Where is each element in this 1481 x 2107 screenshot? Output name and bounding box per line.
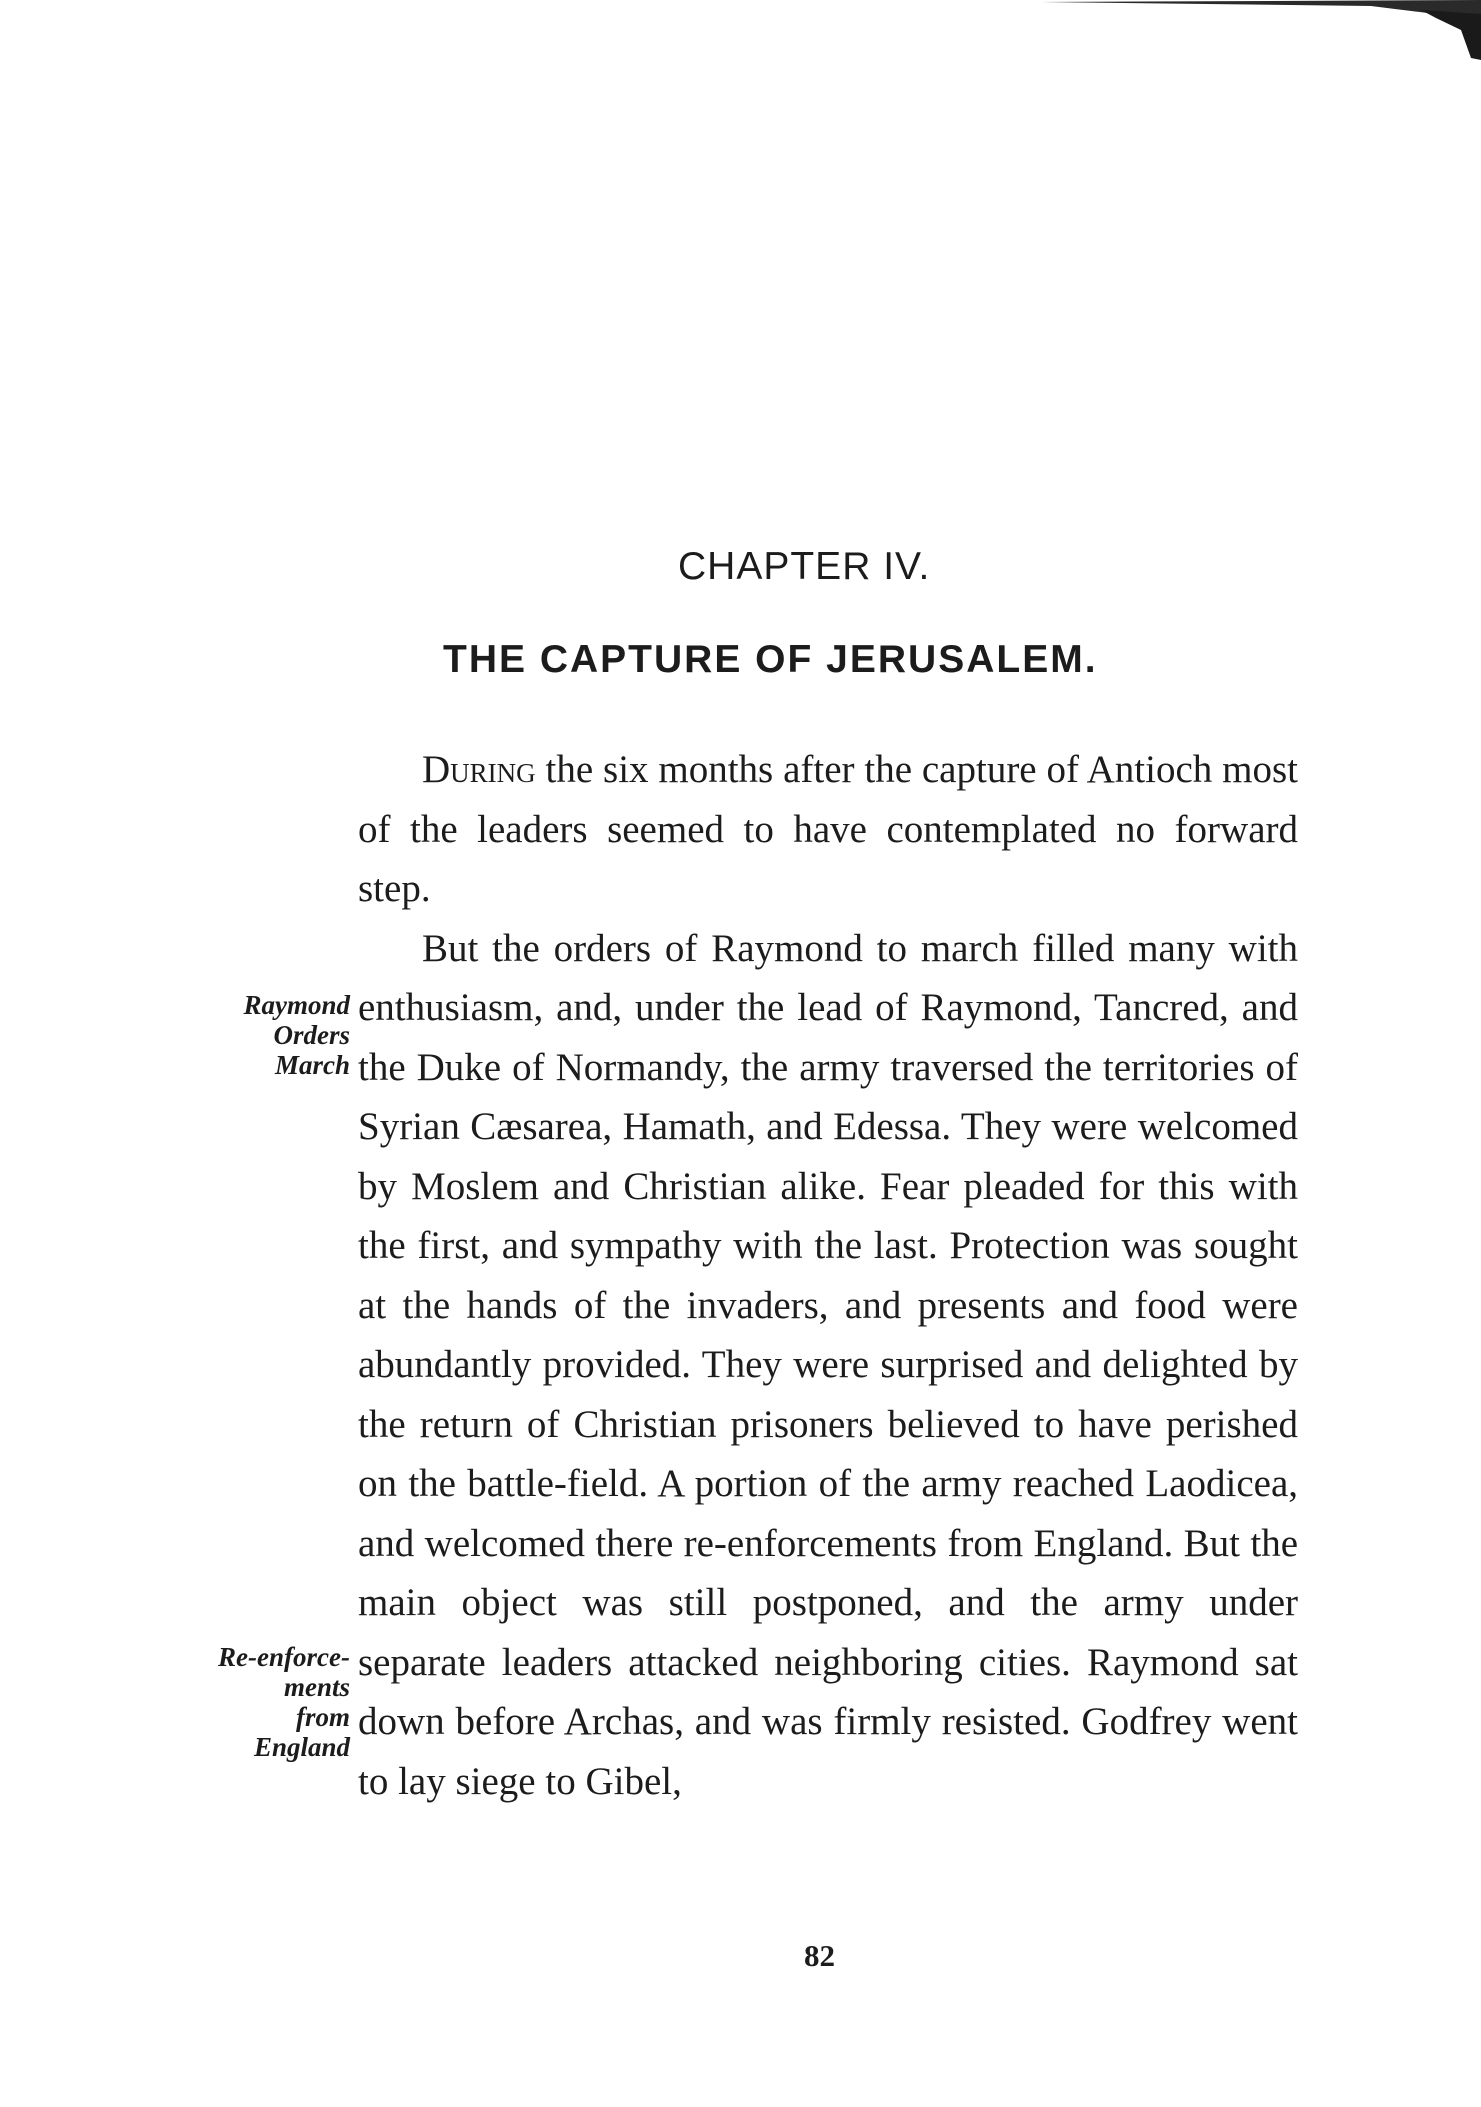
margin-note-line: March <box>274 1050 350 1080</box>
chapter-number: CHAPTER IV. <box>678 545 931 588</box>
chapter-title: THE CAPTURE OF JERUSALEM. <box>443 638 1098 681</box>
margin-note-line: Re-enforce- <box>218 1642 350 1672</box>
margin-note-raymond-orders-march <box>150 990 350 1080</box>
paragraph-lead: During <box>422 748 536 791</box>
paragraph-2 <box>358 919 1298 1812</box>
margin-note-line: Raymond <box>243 990 350 1020</box>
page-edge-shadow <box>1041 0 1481 60</box>
margin-note-line: ments <box>283 1672 350 1702</box>
margin-note-line: from <box>296 1702 350 1732</box>
margin-note-line: Orders <box>273 1020 350 1050</box>
paragraph-1 <box>358 740 1298 919</box>
chapter-body <box>358 740 1298 1811</box>
paragraph-text: But the orders of Raymond to march filled many with enthusiasm, and, under the lead of Raymond, Tancred, and the Duke of Normandy, the army traversed the territories of Syrian Cæsarea, Hamath, and Edessa. They were welcomed by Moslem and Christian alike. Fear pleaded for this with the first, and sympathy with the last. Protection was sought at the hands of the invaders, and presents and food were abundantly provided. They were surprised and delighted by the return of Christian prisoners believed to have perished on the battle-field. A portion of the army reached Laodicea, and welcomed there re-enforcements from England. But the main object was still postponed, and the army under separate leaders attacked neighboring cities. Raymond sat down before Archas, and was firmly resisted. Godfrey went to lay siege to Gibel, <box>358 926 1298 1803</box>
paragraph-text: the six months after the capture of Antioch most of the leaders seemed to have contemplated no forward step. <box>358 748 1298 910</box>
margin-note-line: England <box>253 1732 350 1762</box>
margin-note-reenforcements-from-england <box>150 1642 350 1762</box>
page-number: 82 <box>804 1938 835 1973</box>
